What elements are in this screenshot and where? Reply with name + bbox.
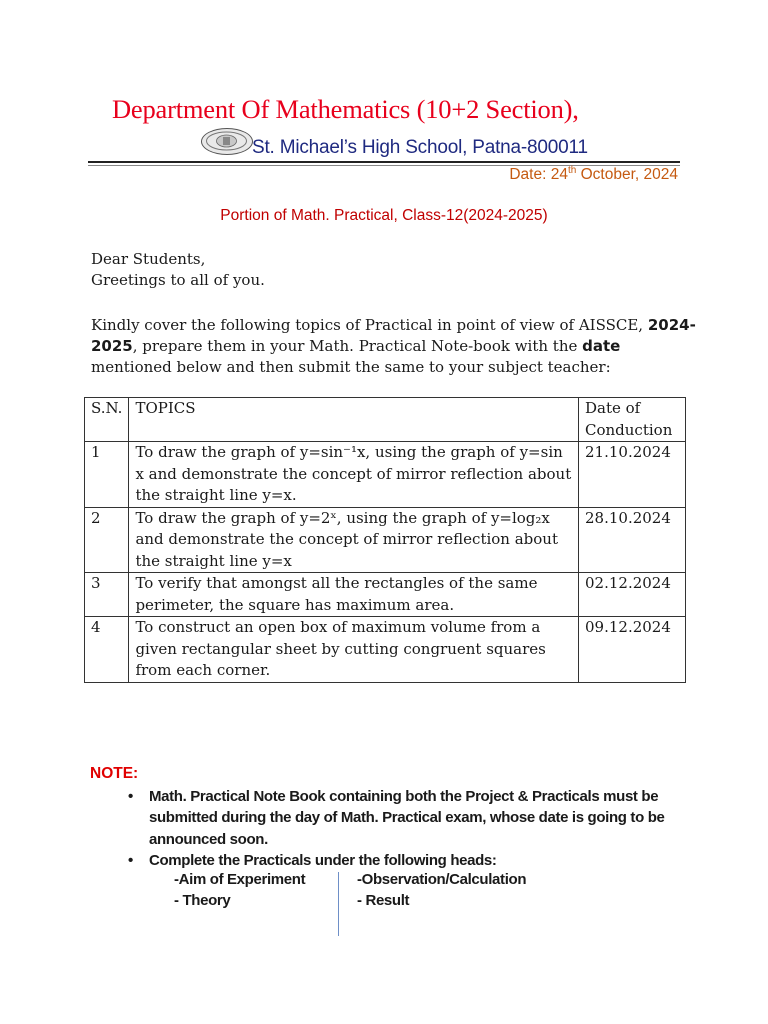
department-title: Department Of Mathematics (10+2 Section), xyxy=(112,94,579,124)
row-date: 21.10.2024 xyxy=(579,442,686,508)
header-divider xyxy=(88,161,680,163)
practical-topics-table xyxy=(84,397,686,683)
note-list xyxy=(128,786,688,871)
row-sn: 2 xyxy=(85,507,129,573)
table-row xyxy=(85,442,686,508)
school-logo xyxy=(201,128,253,155)
table-header-row xyxy=(85,398,686,442)
column-divider xyxy=(338,872,339,936)
note-heading: NOTE: xyxy=(90,765,139,782)
row-sn: 3 xyxy=(85,573,129,617)
table-row xyxy=(85,617,686,683)
instruction-line-3: mentioned below and then submit the same to your subject teacher: xyxy=(91,358,611,376)
row-topic: To verify that amongst all the rectangles of the same perimeter, the square has maximum area. xyxy=(129,573,579,617)
row-sn: 1 xyxy=(85,442,129,508)
head-observation: -Observation/Calculation xyxy=(357,871,527,888)
instruction-line-1: Kindly cover the following topics of Practical in point of view of AISSCE, 2024- xyxy=(91,316,696,334)
instruction-line-2: 2025, prepare them in your Math. Practical Note-book with the date xyxy=(91,337,621,355)
letter-date: Date: 24th October, 2024 xyxy=(509,165,678,184)
row-topic: To draw the graph of y=2ˣ, using the graph of y=log₂x and demonstrate the concept of mirror reflection about the straight line y=x xyxy=(129,507,579,573)
bullet-icon: • xyxy=(128,851,133,869)
table-row xyxy=(85,507,686,573)
header-sn: S.N. xyxy=(85,398,129,442)
header-date: Date of Conduction xyxy=(579,398,686,442)
school-emblem-icon xyxy=(202,129,251,153)
list-item: • Math. Practical Note Book containing both the Project & Practicals must be submitted during the day of Math. Practical exam, whose date is going to be announced soon. xyxy=(128,788,665,848)
head-result: - Result xyxy=(357,892,410,909)
row-topic: To draw the graph of y=sin⁻¹x, using the graph of y=sin x and demonstrate the concept of mirror reflection about the straight line y=x. xyxy=(129,442,579,508)
head-theory: - Theory xyxy=(174,892,231,909)
row-date: 28.10.2024 xyxy=(579,507,686,573)
row-sn: 4 xyxy=(85,617,129,683)
table-row xyxy=(85,573,686,617)
greeting-line: Greetings to all of you. xyxy=(91,271,265,289)
row-topic: To construct an open box of maximum volume from a given rectangular sheet by cutting congruent squares from each corner. xyxy=(129,617,579,683)
head-aim: -Aim of Experiment xyxy=(174,871,306,888)
list-item: • Complete the Practicals under the following heads: xyxy=(128,850,688,871)
portion-title: Portion of Math. Practical, Class-12(2024-2025) xyxy=(220,207,548,224)
school-name: St. Michael’s High School, Patna-800011 xyxy=(252,137,588,158)
row-date: 09.12.2024 xyxy=(579,617,686,683)
row-date: 02.12.2024 xyxy=(579,573,686,617)
salutation: Dear Students, xyxy=(91,250,206,268)
bullet-icon: • xyxy=(128,788,133,805)
header-topics: TOPICS xyxy=(129,398,579,442)
